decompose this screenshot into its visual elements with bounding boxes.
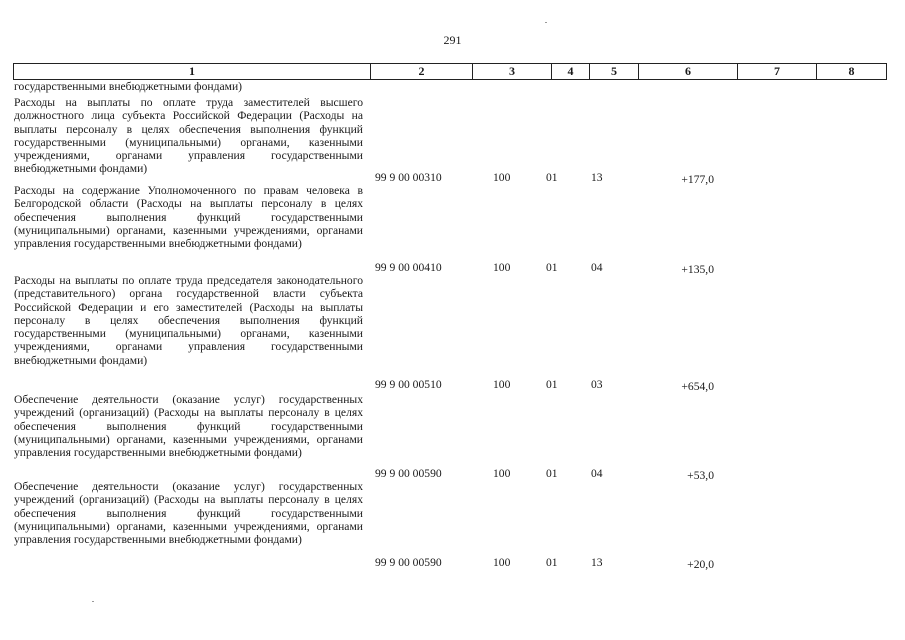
- column-header-4: 4: [552, 64, 590, 79]
- row-description: Расходы на содержание Уполномоченного по правам человека в Белгородской области (Расходы на выплаты персоналу в целях обеспечения выполнения функций государственными (муниципальными) органами, казенными учреждениями, органами управления государственными внебюджетными фондами): [14, 184, 363, 251]
- row-expense-type: 100: [493, 261, 511, 274]
- row-section: 01: [546, 261, 558, 274]
- scan-speck: [92, 601, 94, 602]
- row-subsection: 04: [591, 467, 603, 480]
- row-amount: +177,0: [681, 173, 714, 186]
- row-section: 01: [546, 171, 558, 184]
- row-code: 99 9 00 00590: [375, 467, 442, 480]
- row-description: Обеспечение деятельности (оказание услуг) государственных учреждений (организаций) (Расходы на выплаты персоналу в целях обеспечения выполнения функций государственными (муниципальными) органами, казенными учреждениями, органами управления государственными внебюджетными фондами): [14, 393, 363, 460]
- column-header-2: 2: [371, 64, 473, 79]
- column-header-8: 8: [848, 64, 855, 78]
- carryover-text: государственными внебюджетными фондами): [14, 80, 243, 93]
- row-expense-type: 100: [493, 378, 511, 391]
- row-code: 99 9 00 00410: [375, 261, 442, 274]
- row-description: Обеспечение деятельности (оказание услуг) государственных учреждений (организаций) (Расходы на выплаты персоналу в целях обеспечения выполнения функций государственными (муниципальными) органами, казенными учреждениями, органами управления государственными внебюджетными фондами): [14, 480, 363, 547]
- column-header-1: 1: [14, 64, 371, 79]
- table-header: [13, 63, 887, 80]
- column-header-7: 7: [738, 64, 817, 79]
- row-amount: +135,0: [681, 263, 714, 276]
- page-number: 291: [443, 33, 462, 47]
- row-subsection: 13: [591, 171, 603, 184]
- row-code: 99 9 00 00590: [375, 556, 442, 569]
- scan-speck: [545, 22, 547, 23]
- row-subsection: 03: [591, 378, 603, 391]
- row-amount: +53,0: [687, 469, 714, 482]
- row-expense-type: 100: [493, 467, 511, 480]
- row-code: 99 9 00 00310: [375, 171, 442, 184]
- row-section: 01: [546, 467, 558, 480]
- row-amount: +654,0: [681, 380, 714, 393]
- row-expense-type: 100: [493, 171, 511, 184]
- row-description: Расходы на выплаты по оплате труда заместителей высшего должностного лица субъекта Российской Федерации (Расходы на выплаты персоналу в целях обеспечения выполнения функций государственными (муниципальными) органами, казенными учреждениями, органами управления государственными внебюджетными фондами): [14, 96, 363, 176]
- row-code: 99 9 00 00510: [375, 378, 442, 391]
- row-section: 01: [546, 556, 558, 569]
- row-expense-type: 100: [493, 556, 511, 569]
- row-subsection: 13: [591, 556, 603, 569]
- row-section: 01: [546, 378, 558, 391]
- row-amount: +20,0: [687, 558, 714, 571]
- row-description: Расходы на выплаты по оплате труда председателя законодательного (представительного) органа государственной власти субъекта Российской Федерации и его заместителей (Расходы на выплаты персоналу в целях обеспечения выполнения функций государственными (муниципальными) органами, казенными учреждениями, органами управления государственными внебюджетными фондами): [14, 274, 363, 367]
- row-subsection: 04: [591, 261, 603, 274]
- column-header-6: 6: [639, 64, 738, 79]
- column-header-3: 3: [473, 64, 552, 79]
- column-header-5: 5: [590, 64, 639, 79]
